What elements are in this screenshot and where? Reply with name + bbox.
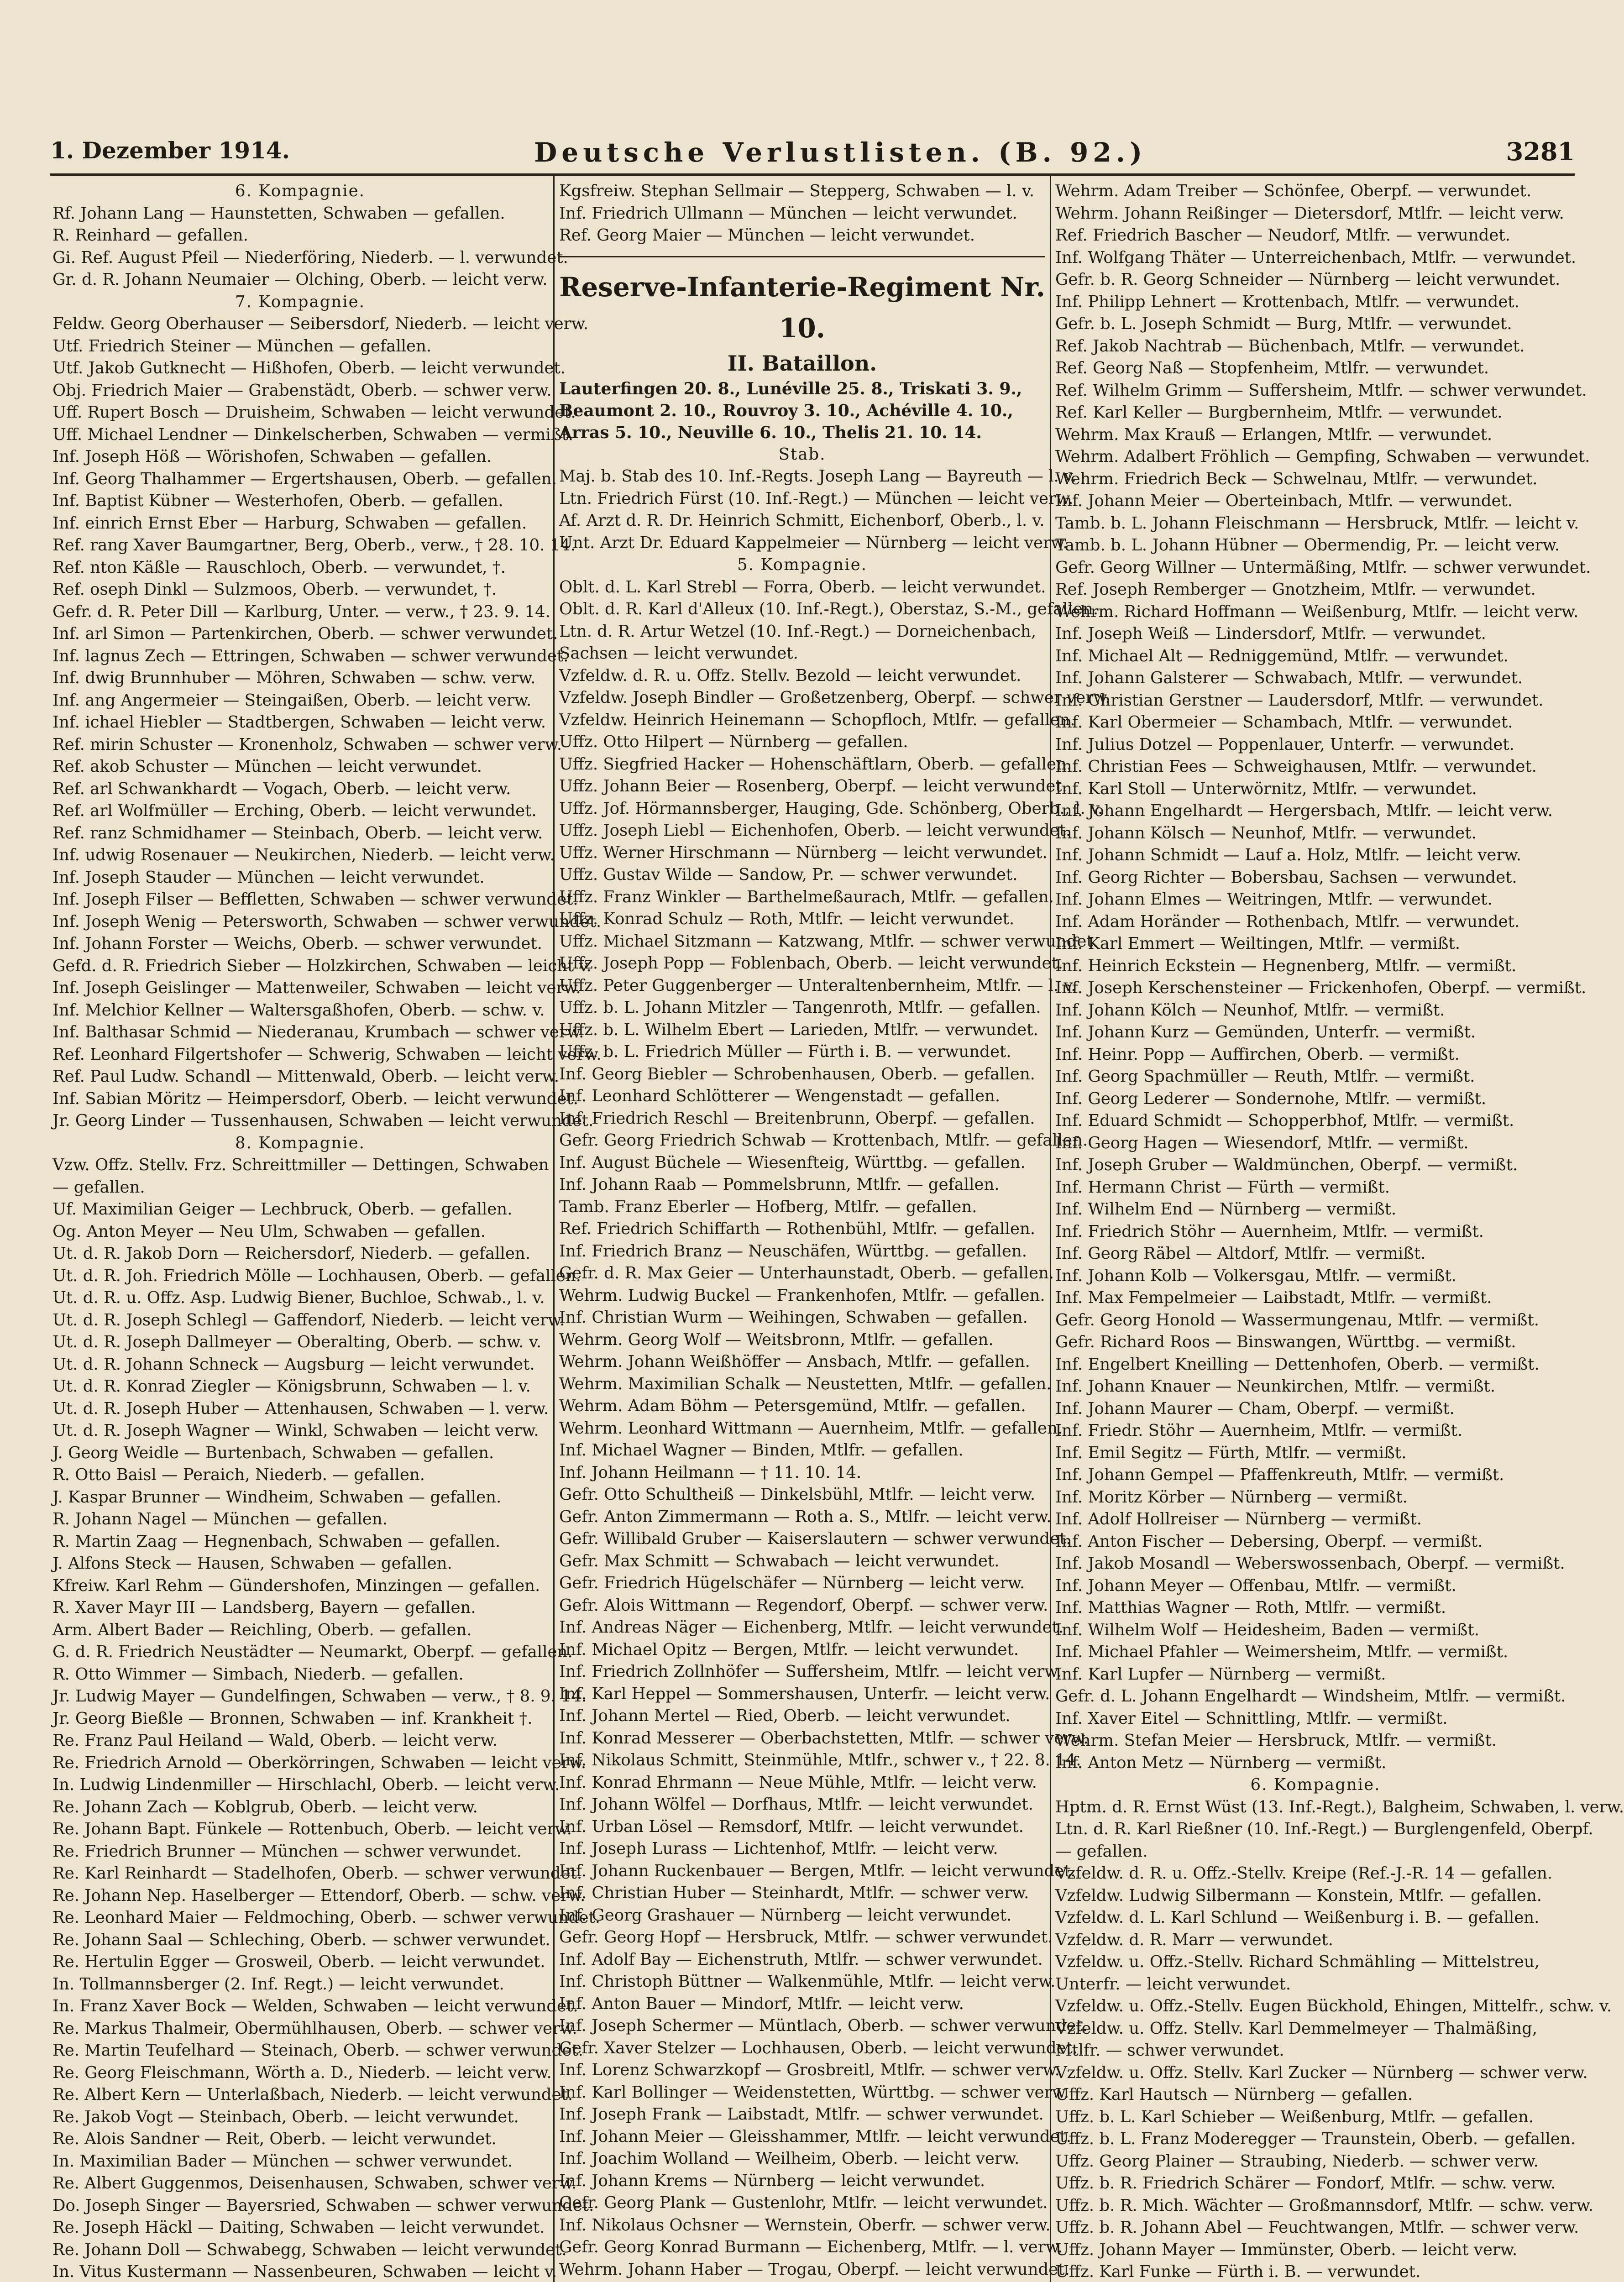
casualty-entry: Ref. Karl Keller — Burgbernheim, Mtlfr. — verwundet. [1055,403,1503,422]
casualty-entry: Gefr. d. L. Johann Engelhardt — Windsheim, Mtlfr. — vermißt. [1055,1687,1566,1706]
casualty-entry: Inf. Konrad Ehrmann — Neue Mühle, Mtlfr. — leicht verw. [559,1773,1037,1792]
casualty-entry: R. Johann Nagel — München — gefallen. [52,1510,388,1528]
casualty-entry: Inf. Matthias Wagner — Roth, Mtlfr. — vermißt. [1055,1598,1446,1617]
casualty-entry: Inf. lagnus Zech — Ettringen, Schwaben — schwer verwundet. [52,646,569,665]
casualty-entry: Jr. Georg Bießle — Bronnen, Schwaben — inf. Krankheit †. [52,1709,533,1728]
casualty-entry: Vzfeldw. Heinrich Heinemann — Schopfloch, Mtlfr. — gefallen. [559,710,1075,729]
casualty-entry: Uffz. Otto Hilpert — Nürnberg — gefallen. [559,733,908,751]
column-1 [52,180,602,2282]
casualty-entry: Vzfeldw. u. Offz.-Stellv. Eugen Bückhold, Ehingen, Mittelfr., schw. v. [1055,1997,1612,2015]
casualty-entry: Gefr. Georg Konrad Burmann — Eichenberg, Mtlfr. — l. verw. [559,2238,1063,2256]
casualty-entry: Uffz. Georg Plainer — Straubing, Niederb. — schwer verw. [1055,2151,1539,2171]
casualty-entry: Vzw. Offz. Stellv. Frz. Schreittmiller — Dettingen, Schwaben [52,1156,549,1174]
casualty-entry: Inf. Georg Biebler — Schrobenhausen, Oberb. — gefallen. [559,1064,1035,1083]
casualty-entry: Inf. Heinrich Eckstein — Hegnenberg, Mtlfr. — vermißt. [1055,956,1517,975]
casualty-entry: Vzfeldw. d. R. Marr — verwundet. [1055,1930,1333,1949]
casualty-entry: Inf. ang Angermeier — Steingaißen, Oberb. — leicht verw. [52,691,532,710]
casualty-entry: Kfreiw. Karl Rehm — Gündershofen, Minzingen — gefallen. [52,1576,540,1595]
casualty-entry: Inf. Karl Obermeier — Schambach, Mtlfr. — verwundet. [1055,713,1513,732]
casualty-entry: Uf. Maximilian Geiger — Lechbruck, Oberb. — gefallen. [52,1200,513,1219]
casualty-entry: Rf. Johann Lang — Haunstetten, Schwaben — gefallen. [52,204,505,223]
casualty-entry: Uffz. Peter Guggenberger — Unteraltenbernheim, Mtlfr. — l. v. [559,976,1076,995]
column-divider [553,173,555,2282]
casualty-entry: Inf. Emil Segitz — Fürth, Mtlfr. — vermißt. [1055,1443,1407,1462]
edition-number: (B. 92.) [998,137,1147,168]
casualty-entry: Wehrm. Johann Reißinger — Dietersdorf, Mtlfr. — leicht verw. [1055,204,1564,223]
casualty-entry: Inf. Friedrich Ullmann — München — leicht verwundet. [559,204,1017,223]
casualty-entry: Vzfeldw. u. Offz. Stellv. Karl Demmelmeyer — Thalmäßing, [1055,2019,1538,2038]
casualty-entry: Inf. Johann Galsterer — Schwabach, Mtlfr. — verwundet. [1055,669,1523,687]
casualty-entry: Gefr. Georg Willner — Untermäßing, Mtlfr. — schwer verwundet. [1055,558,1591,577]
casualty-entry: Ref. mirin Schuster — Kronenholz, Schwaben — schwer verw. [52,735,562,754]
casualty-entry: Inf. Adolf Bay — Eichenstruth, Mtlfr. — schwer verwundet. [559,1950,1043,1969]
casualty-entry: Inf. Urban Lösel — Remsdorf, Mtlfr. — leicht verwundet. [559,1817,1024,1836]
casualty-entry: Inf. Karl Bollinger — Weidenstetten, Württbg. — schwer verw. [559,2083,1069,2102]
casualty-entry: Re. Alois Sandner — Reit, Oberb. — leicht verwundet. [52,2130,497,2148]
casualty-entry: Inf. Johann Wölfel — Dorfhaus, Mtlfr. — leicht verwundet. [559,1795,1033,1814]
column-3 [1055,180,1624,2282]
company-heading: 7. Kompagnie. [235,292,365,311]
casualty-entry: Inf. Lorenz Schwarzkopf — Grosbreitl, Mtlfr. — schwer verw. [559,2061,1060,2079]
casualty-entry: Re. Jakob Vogt — Steinbach, Oberb. — leicht verwundet. [52,2107,519,2126]
casualty-entry: Uffz. Siegfried Hacker — Hohenschäftlarn, Oberb. — gefallen. [559,754,1072,774]
page-number: 3281 [1506,137,1575,166]
company-heading: 6. Kompagnie. [1250,1775,1381,1794]
casualty-entry: Inf. Joseph Höß — Wörishofen, Schwaben — gefallen. [52,447,492,466]
casualty-entry: Wehrm. Adam Böhm — Petersgemünd, Mtlfr. — gefallen. [559,1397,1026,1415]
casualty-entry: Wehrm. Stefan Meier — Hersbruck, Mtlfr. — vermißt. [1055,1731,1497,1750]
casualty-entry: Re. Markus Thalmeir, Obermühlhausen, Oberb. — schwer verw. [52,2019,577,2038]
casualty-entry: Inf. Sabian Möritz — Heimpersdorf, Oberb. — leicht verwundet. [52,1089,579,1108]
casualty-entry: Wehrm. Richard Hoffmann — Weißenburg, Mtlfr. — leicht verw. [1055,602,1579,621]
casualty-entry: Inf. Melchior Kellner — Waltersgaßhofen, Oberb. — schw. v. [52,1000,545,1020]
casualty-entry: Uffz. Johann Beier — Rosenberg, Oberpf. — leicht verwundet. [559,777,1067,796]
casualty-entry: Af. Arzt d. R. Dr. Heinrich Schmitt, Eichenborf, Oberb., l. v. [559,511,1045,530]
casualty-entry: Uffz. b. L. Friedrich Müller — Fürth i. B. — verwundet. [559,1042,1011,1061]
casualty-entry: Inf. Christian Fees — Schweighausen, Mtlfr. — verwundet. [1055,757,1537,776]
casualty-entry: Inf. Joseph Stauder — München — leicht verwundet. [52,868,485,887]
casualty-entry: Inf. Nikolaus Ochsner — Wernstein, Oberfr. — schwer verw. [559,2215,1051,2235]
casualty-entry: Re. Johann Bapt. Fünkele — Rottenbuch, Oberb. — leicht verw. [52,1820,572,1838]
casualty-entry: Inf. Joseph Lurass — Lichtenhof, Mtlfr. — leicht verw. [559,1839,998,1858]
casualty-entry: Wehrm. Ludwig Buckel — Frankenhofen, Mtlfr. — gefallen. [559,1286,1045,1305]
casualty-entry: Gefr. Georg Friedrich Schwab — Krottenbach, Mtlfr. — gefallen. [559,1131,1088,1150]
casualty-entry: Jr. Ludwig Mayer — Gundelfingen, Schwaben — verw., † 8. 9. 14. [52,1687,587,1706]
casualty-entry: Ut. d. R. Konrad Ziegler — Königsbrunn, Schwaben — l. v. [52,1377,531,1396]
casualty-entry: Inf. Georg Hagen — Wiesendorf, Mtlfr. — vermißt. [1055,1133,1469,1152]
casualty-entry: Wehrm. Adam Treiber — Schönfee, Oberpf. — verwundet. [1055,182,1532,200]
casualty-entry: Inf. Joseph Wenig — Petersworth, Schwaben — schwer verwundet. [52,912,602,931]
battalion-heading: II. Bataillon. [727,351,877,376]
casualty-entry: Gefd. d. R. Friedrich Sieber — Holzkirchen, Schwaben — leicht v. [52,956,592,975]
casualty-entry: Vzfeldw. d. R. u. Offz.-Stellv. Kreipe (Ref.-J.-R. 14 — gefallen. [1055,1864,1553,1883]
casualty-entry: In. Franz Xaver Bock — Welden, Schwaben — leicht verwundet. [52,1997,578,2015]
casualty-entry: Inf. Baptist Kübner — Westerhofen, Oberb. — gefallen. [52,492,503,510]
casualty-entry: Uffz. Jof. Hörmannsberger, Hauging, Gde. Schönberg, Oberb., l. v. [559,799,1103,818]
casualty-entry: In. Maximilian Bader — München — schwer verwundet. [52,2151,513,2171]
casualty-entry: Ref. Jakob Nachtrab — Büchenbach, Mtlfr. — verwundet. [1055,336,1525,356]
casualty-entry: Ref. Leonhard Filgertshofer — Schwerig, Schwaben — leicht verw. [52,1045,602,1064]
casualty-entry: Vzfeldw. u. Offz.-Stellv. Richard Schmähling — Mittelstreu, [1055,1952,1540,1971]
casualty-entry: Inf. Johann Kölsch — Neunhof, Mtlfr. — verwundet. [1055,823,1477,843]
casualty-entry: Ref. arl Schwankhardt — Vogach, Oberb. — leicht verw. [52,779,511,798]
casualty-entry: Inf. Christian Gerstner — Laudersdorf, Mtlfr. — verwundet. [1055,691,1544,710]
casualty-entry: Inf. Johann Ruckenbauer — Bergen, Mtlfr. — leicht verwundet. [559,1861,1076,1880]
casualty-entry: Ltn. d. R. Karl Rießner (10. Inf.-Regt.) — Burglengenfeld, Oberpf. [1055,1820,1593,1838]
casualty-entry: Inf. Konrad Messerer — Oberbachstetten, Mtlfr. — schwer verw. [559,1728,1089,1748]
casualty-entry: Re. Georg Fleischmann, Wörth a. D., Niederb. — leicht verw. [52,2063,552,2082]
casualty-entry: Gefr. d. R. Peter Dill — Karlburg, Unter. — verw., † 23. 9. 14. [52,602,550,621]
casualty-entry: Ref. akob Schuster — München — leicht verwundet. [52,757,482,776]
casualty-entry: Inf. arl Simon — Partenkirchen, Oberb. — schwer verwundet. [52,624,558,643]
casualty-entry: Inf. Johann Raab — Pommelsbrunn, Mtlfr. — gefallen. [559,1175,1000,1194]
casualty-entry: Inf. Anton Bauer — Mindorf, Mtlfr. — leicht verw. [559,1994,964,2013]
casualty-entry: Inf. Michael Opitz — Bergen, Mtlfr. — leicht verwundet. [559,1640,1019,1659]
casualty-entry: Tamb. b. L. Johann Fleischmann — Hersbruck, Mtlfr. — leicht v. [1055,513,1579,533]
casualty-entry: Utf. Jakob Gutknecht — Hißhofen, Oberb. — leicht verwundet. [52,359,566,377]
casualty-entry: Re. Johann Saal — Schleching, Oberb. — schwer verwundet. [52,1930,550,1949]
casualty-entry: Re. Hertulin Egger — Grosweil, Oberb. — leicht verwundet. [52,1952,545,1971]
casualty-entry: Ref. ranz Schmidhamer — Steinbach, Oberb. — leicht verw. [52,823,543,843]
casualty-entry: Uffz. b. L. Wilhelm Ebert — Larieden, Mtlfr. — verwundet. [559,1020,1038,1039]
casualty-entry: Re. Joseph Häckl — Daiting, Schwaben — leicht verwundet. [52,2218,545,2237]
casualty-entry: J. Georg Weidle — Burtenbach, Schwaben — gefallen. [52,1443,494,1462]
casualty-entry: Inf. einrich Ernst Eber — Harburg, Schwaben — gefallen. [52,513,527,533]
casualty-entry: Ref. Wilhelm Grimm — Suffersheim, Mtlfr. — schwer verwundet. [1055,381,1587,400]
casualty-entry: Uffz. b. R. Friedrich Schärer — Fondorf, Mtlfr. — schw. verw. [1055,2174,1556,2193]
casualty-entry: Re. Johann Nep. Haselberger — Ettendorf, Oberb. — schw. verw. [52,1886,586,1905]
casualty-entry: J. Alfons Steck — Hausen, Schwaben — gefallen. [52,1554,452,1573]
casualty-entry: Ref. Joseph Remberger — Gnotzheim, Mtlfr. — verwundet. [1055,580,1536,599]
casualty-entry: Inf. Johann Gempel — Pfaffenkreuth, Mtlfr. — vermißt. [1055,1466,1504,1484]
casualty-entry: Do. Joseph Singer — Bayersried, Schwaben — schwer verwundet. [52,2196,594,2215]
casualty-entry: Arm. Albert Bader — Reichling, Oberb. — gefallen. [52,1620,472,1639]
casualty-entry: Sachsen — leicht verwundet. [559,644,798,663]
casualty-entry: Inf. Leonhard Schlötterer — Wengenstadt — gefallen. [559,1087,1001,1105]
casualty-entry: Ut. d. R. Joh. Friedrich Mölle — Lochhausen, Oberb. — gefallen. [52,1266,581,1285]
casualty-entry: Ref. nton Käßle — Rauschloch, Oberb. — verwundet, †. [52,558,506,577]
battle-dates: Lauterfingen 20. 8., Lunéville 25. 8., Triskati 3. 9., Beaumont 2. 10., Rouvroy 3. 10., Achéville 4. 10., Arras 5. 10., Neuville 6. 10., Thelis 21. 10. 14. [559,379,1022,442]
casualty-entry: Utf. Friedrich Steiner — München — gefallen. [52,336,432,356]
casualty-entry: Tamb. Franz Eberler — Hofberg, Mtlfr. — gefallen. [559,1197,977,1216]
casualty-entry: Ref. arl Wolfmüller — Erching, Oberb. — leicht verwundet. [52,801,537,820]
casualty-entry: Wehrm. Johann Haber — Trogau, Oberpf. — leicht verwundet. [559,2260,1070,2279]
casualty-entry: Inf. Nikolaus Schmitt, Steinmühle, Mtlfr., schwer v., † 22. 8. 14. [559,1751,1081,1769]
casualty-entry: Re. Franz Paul Heiland — Wald, Oberb. — leicht verw. [52,1731,498,1750]
casualty-entry: Inf. August Büchele — Wiesenfteig, Württbg. — gefallen. [559,1153,1026,1172]
casualty-entry: Gefr. Georg Honold — Wassermungenau, Mtlfr. — vermißt. [1055,1310,1539,1329]
company-heading: 5. Kompagnie. [737,555,867,574]
column-2 [559,180,1111,2282]
casualty-entry: In. Vitus Kustermann — Nassenbeuren, Schwaben — leicht v. [52,2262,557,2281]
casualty-entry: Inf. Karl Lupfer — Nürnberg — vermißt. [1055,1664,1386,1684]
casualty-entry: Inf. Johann Krems — Nürnberg — leicht verwundet. [559,2171,985,2190]
casualty-entry: Inf. Joseph Frank — Laibstadt, Mtlfr. — schwer verwundet. [559,2105,1044,2124]
casualty-entry: Inf. Anton Metz — Nürnberg — vermißt. [1055,1753,1387,1772]
casualty-entry: Ref. Georg Naß — Stopfenheim, Mtlfr. — verwundet. [1055,359,1489,377]
casualty-entry: Inf. Hermann Christ — Fürth — vermißt. [1055,1178,1390,1197]
casualty-entry: Inf. Karl Heppel — Sommershausen, Unterfr. — leicht verw. [559,1684,1050,1703]
casualty-entry: Inf. Johann Forster — Weichs, Oberb. — schwer verwundet. [52,934,542,953]
casualty-entry: Inf. Wilhelm End — Nürnberg — vermißt. [1055,1200,1397,1219]
casualty-entry: Inf. Johann Knauer — Neunkirchen, Mtlfr. — vermißt. [1055,1377,1496,1396]
casualty-entry: Wehrm. Johann Weißhöffer — Ansbach, Mtlfr. — gefallen. [559,1352,1030,1371]
casualty-entry: Gefr. d. R. Max Geier — Unterhaunstadt, Oberb. — gefallen. [559,1264,1054,1282]
casualty-entry: Inf. Joseph Filser — Beffletten, Schwaben — schwer verwundet. [52,890,578,909]
casualty-entry: Inf. Johann Kölch — Neunhof, Mtlfr. — vermißt. [1055,1000,1445,1020]
casualty-entry: Uffz. Johann Mayer — Immünster, Oberb. — leicht verw. [1055,2240,1518,2259]
casualty-entry: In. Ludwig Lindenmiller — Hirschlachl, Oberb. — leicht verw. [52,1775,560,1794]
casualty-entry: Inf. Johann Kolb — Volkersgau, Mtlfr. — vermißt. [1055,1266,1457,1285]
casualty-entry: Ut. d. R. Joseph Schlegl — Gaffendorf, Niederb. — leicht verw. [52,1310,565,1329]
casualty-entry: Unterfr. — leicht verwundet. [1055,1974,1291,1994]
casualty-entry: Kgsfreiw. Stephan Sellmair — Stepperg, Schwaben — l. v. [559,182,1035,200]
casualty-entry: Uff. Rupert Bosch — Druisheim, Schwaben — leicht verwundet. [52,403,576,422]
page-header [50,137,1575,173]
casualty-entry: Wehrm. Georg Wolf — Weitsbronn, Mtlfr. — gefallen. [559,1330,994,1349]
casualty-entry: Gefr. Willibald Gruber — Kaiserslautern — schwer verwundet. [559,1529,1071,1548]
casualty-entry: Uff. Michael Lendner — Dinkelscherben, Schwaben — vermißt. [52,425,574,444]
casualty-entry: Re. Albert Kern — Unterlaßbach, Niederb. — leicht verwundet. [52,2085,573,2104]
casualty-entry: Uffz. Franz Winkler — Barthelmeßaurach, Mtlfr. — gefallen. [559,887,1054,906]
casualty-entry: Inf. Georg Richter — Bobersbau, Sachsen — verwundet. [1055,868,1517,887]
casualty-entry: Inf. Joachim Wolland — Weilheim, Oberb. — leicht verw. [559,2149,1020,2168]
casualty-entry: Uffz. Joseph Popp — Foblenbach, Oberb. — leicht verwundet. [559,954,1063,973]
casualty-entry: Inf. Johann Meier — Gleisshammer, Mtlfr. — leicht verwundet. [559,2127,1072,2146]
casualty-entry: Inf. Friedrich Stöhr — Auernheim, Mtlfr. — vermißt. [1055,1222,1484,1241]
casualty-entry: Ref. Paul Ludw. Schandl — Mittenwald, Oberb. — leicht verw. [52,1067,559,1086]
casualty-entry: Inf. Engelbert Kneilling — Dettenhofen, Oberb. — vermißt. [1055,1355,1540,1374]
casualty-entry: Gefr. Otto Schultheiß — Dinkelsbühl, Mtlfr. — leicht verw. [559,1485,1036,1504]
casualty-entry: Inf. Xaver Eitel — Schnittling, Mtlfr. — vermißt. [1055,1709,1448,1728]
casualty-entry: Ref. oseph Dinkl — Sulzmoos, Oberb. — verwundet, †. [52,580,497,599]
casualty-entry: G. d. R. Friedrich Neustädter — Neumarkt, Oberpf. — gefallen. [52,1643,573,1661]
casualty-entry: Re. Karl Reinhardt — Stadelhofen, Oberb. — schwer verwundet. [52,1864,582,1883]
casualty-entry: Re. Friedrich Arnold — Oberkörringen, Schwaben — leicht verw. [52,1753,587,1772]
casualty-entry: Vzfeldw. u. Offz. Stellv. Karl Zucker — Nürnberg — schwer verw. [1055,2063,1588,2082]
casualty-entry: Vzfeldw. Joseph Bindler — Großetzenberg, Oberpf. — schwer verw. [559,688,1111,707]
casualty-entry: Uffz. b. R. Johann Abel — Feuchtwangen, Mtlfr. — schwer verw. [1055,2218,1579,2237]
casualty-entry: Inf. Christoph Büttner — Walkenmühle, Mtlfr. — leicht verw. [559,1972,1056,1991]
casualty-entry: Wehrm. Leonhard Wittmann — Auernheim, Mtlfr. — gefallen. [559,1418,1063,1438]
casualty-entry: Inf. Johann Mertel — Ried, Oberb. — leicht verwundet. [559,1706,1011,1725]
casualty-entry: Re. Albert Guggenmos, Deisenhausen, Schwaben, schwer verw. [52,2174,577,2193]
casualty-entry: Maj. b. Stab des 10. Inf.-Regts. Joseph Lang — Bayreuth — l. v. [559,467,1077,486]
casualty-entry: Inf. Johann Schmidt — Lauf a. Holz, Mtlfr. — leicht verw. [1055,846,1521,864]
casualty-entry: Inf. Eduard Schmidt — Schopperbhof, Mtlfr. — vermißt. [1055,1111,1514,1130]
casualty-entry: R. Otto Baisl — Peraich, Niederb. — gefallen. [52,1466,425,1484]
casualty-entry: Ltn. Friedrich Fürst (10. Inf.-Regt.) — München — leicht verw. [559,489,1074,508]
casualty-entry: Inf. Georg Lederer — Sondernohe, Mtlfr. — vermißt. [1055,1089,1487,1108]
casualty-entry: Inf. Georg Spachmüller — Reuth, Mtlfr. — vermißt. [1055,1067,1475,1086]
casualty-entry: Ut. d. R. u. Offz. Asp. Ludwig Biener, Buchloe, Schwab., l. v. [52,1288,545,1307]
casualty-entry: Inf. Johann Engelhardt — Hergersbach, Mtlfr. — leicht verw. [1055,801,1553,820]
casualty-entry: Wehrm. Friedrich Beck — Schwelnau, Mtlfr. — verwundet. [1055,469,1538,488]
casualty-entry: Inf. Max Fempelmeier — Laibstadt, Mtlfr. — vermißt. [1055,1288,1492,1307]
casualty-entry: Inf. Michael Wagner — Binden, Mtlfr. — gefallen. [559,1441,964,1460]
casualty-entry: Inf. Joseph Geislinger — Mattenweiler, Schwaben — leicht verw. [52,979,581,997]
casualty-entry: Inf. Jakob Mosandl — Weberswossenbach, Oberpf. — vermißt. [1055,1554,1565,1573]
casualty-entry: R. Reinhard — gefallen. [52,226,248,245]
casualty-entry: Inf. Heinr. Popp — Auffirchen, Oberb. — vermißt. [1055,1045,1460,1064]
casualty-entry: Oblt. d. L. Karl Strebl — Forra, Oberb. — leicht verwundet. [559,577,1046,597]
casualty-entry: Inf. Philipp Lehnert — Krottenbach, Mtlfr. — verwundet. [1055,292,1519,311]
casualty-entry: Inf. Joseph Schermer — Müntlach, Oberb. — schwer verwundet. [559,2016,1088,2035]
casualty-entry: Inf. Balthasar Schmid — Niederanau, Krumbach — schwer verw. [52,1023,584,1042]
casualty-entry: Inf. Georg Grashauer — Nürnberg — leicht verwundet. [559,1905,1012,1925]
publication-name: Deutsche Verlustlisten. [534,137,985,168]
casualty-entry: Re. Friedrich Brunner — München — schwer verwundet. [52,1842,522,1861]
casualty-entry: Gefr. Anton Zimmermann — Roth a. S., Mtlfr. — leicht verw. [559,1507,1052,1526]
casualty-entry: Uffz. b. R. Mich. Wächter — Großmannsdorf, Mtlfr. — schw. verw. [1055,2196,1594,2215]
casualty-entry: Unt. Arzt Dr. Eduard Kappelmeier — Nürnberg — leicht verw. [559,533,1068,552]
casualty-entry: Uffz. b. L. Johann Mitzler — Tangenroth, Mtlfr. — gefallen. [559,998,1041,1017]
casualty-entry: Inf. Adam Horänder — Rothenbach, Mtlfr. — verwundet. [1055,912,1520,931]
casualty-entry: Inf. Christian Wurm — Weihingen, Schwaben — gefallen. [559,1308,1028,1327]
casualty-entry: Inf. Andreas Näger — Eichenberg, Mtlfr. — leicht verwundet. [559,1618,1064,1637]
casualty-entry: Inf. Georg Räbel — Altdorf, Mtlfr. — vermißt. [1055,1244,1426,1263]
casualty-entry: Tamb. b. L. Johann Hübner — Obermendig, Pr. — leicht verw. [1055,536,1560,555]
casualty-entry: Wehrm. Adalbert Fröhlich — Gempfing, Schwaben — verwundet. [1055,447,1590,466]
publication-title [534,137,1147,168]
casualty-entry: Re. Martin Teufelhard — Steinach, Oberb. — schwer verwundet. [52,2041,583,2060]
casualty-entry: R. Xaver Mayr III — Landsberg, Bayern — gefallen. [52,1598,476,1617]
casualty-entry: Obj. Friedrich Maier — Grabenstädt, Oberb. — schwer verw. [52,381,552,400]
casualty-entry: Inf. Joseph Weiß — Lindersdorf, Mtlfr. — verwundet. [1055,624,1486,643]
casualty-entry: Ut. d. R. Joseph Wagner — Winkl, Schwaben — leicht verw. [52,1421,539,1440]
casualty-entry: Gi. Ref. August Pfeil — Niederföring, Niederb. — l. verwundet. [52,248,568,267]
casualty-entry: — gefallen. [1055,1842,1148,1861]
casualty-entry: Gefr. Xaver Stelzer — Lochhausen, Oberb. — leicht verwundet. [559,2038,1078,2057]
casualty-entry: Inf. Wolfgang Thäter — Unterreichenbach, Mtlfr. — verwundet. [1055,248,1577,267]
casualty-entry: Og. Anton Meyer — Neu Ulm, Schwaben — gefallen. [52,1222,486,1241]
casualty-entry: Gefr. Richard Roos — Binswangen, Württbg. — vermißt. [1055,1333,1516,1351]
casualty-entry: Inf. Johann Maurer — Cham, Oberpf. — vermißt. [1055,1399,1455,1418]
casualty-entry: R. Otto Wimmer — Simbach, Niederb. — gefallen. [52,1664,464,1684]
casualty-entry: Inf. Karl Emmert — Weiltingen, Mtlfr. — vermißt. [1055,934,1460,953]
casualty-entry: Ltn. d. R. Artur Wetzel (10. Inf.-Regt.) — Dorneichenbach, [559,622,1037,641]
header-rule [50,173,1575,176]
casualty-entry: Inf. Joseph Kerschensteiner — Frickenhofen, Oberpf. — vermißt. [1055,979,1587,997]
casualty-entry: Inf. Johann Meier — Oberteinbach, Mtlfr. — verwundet. [1055,492,1513,510]
casualty-entry: Ut. d. R. Joseph Huber — Attenhausen, Schwaben — l. verw. [52,1399,549,1418]
casualty-entry: Uffz. Michael Sitzmann — Katzwang, Mtlfr. — schwer verwundet. [559,932,1098,951]
casualty-entry: Ref. Friedrich Bascher — Neudorf, Mtlfr. — verwundet. [1055,226,1510,245]
casualty-entry: Inf. Friedr. Stöhr — Auernheim, Mtlfr. — vermißt. [1055,1421,1463,1440]
casualty-entry: Inf. Michael Alt — Redniggemünd, Mtlfr. — verwundet. [1055,646,1509,665]
casualty-entry: Ut. d. R. Joseph Dallmeyer — Oberalting, Oberb. — schw. v. [52,1333,541,1351]
regiment-heading: Reserve-Infanterie-Regiment Nr. 10. [559,256,1045,349]
casualty-entry: Inf. Joseph Gruber — Waldmünchen, Oberpf. — vermißt. [1055,1156,1518,1174]
casualty-entry: Inf. Adolf Hollreiser — Nürnberg — vermißt. [1055,1510,1422,1528]
casualty-entry: Inf. Christian Huber — Steinhardt, Mtlfr. — schwer verw. [559,1884,1029,1902]
casualty-entry: Gefr. Alois Wittmann — Regendorf, Oberpf. — schwer verw. [559,1596,1048,1615]
casualty-entry: Vzfeldw. Ludwig Silbermann — Konstein, Mtlfr. — gefallen. [1055,1886,1542,1905]
casualty-entry: — gefallen. [52,1178,145,1197]
company-heading: 8. Kompagnie. [235,1133,365,1152]
casualty-entry: Inf. udwig Rosenauer — Neukirchen, Niederb. — leicht verw. [52,846,555,864]
casualty-entry: Mtlfr. — schwer verwundet. [1055,2041,1284,2060]
casualty-entry: Vzfeldw. d. L. Karl Schlund — Weißenburg i. B. — gefallen. [1055,1908,1540,1927]
casualty-entry: Inf. Johann Kurz — Gemünden, Unterfr. — vermißt. [1055,1023,1476,1042]
casualty-entry: Inf. Julius Dotzel — Poppenlauer, Unterfr. — verwundet. [1055,735,1514,754]
casualty-entry: Gefr. Max Schmitt — Schwabach — leicht verwundet. [559,1551,1000,1570]
casualty-entry: Gefr. Georg Hopf — Hersbruck, Mtlfr. — schwer verwundet. [559,1928,1053,1947]
casualty-entry: Inf. Georg Thalhammer — Ergertshausen, Oberb. — gefallen. [52,469,557,488]
casualty-entry: In. Tollmannsberger (2. Inf. Regt.) — leicht verwundet. [52,1974,504,1994]
casualty-entry: J. Kaspar Brunner — Windheim, Schwaben — gefallen. [52,1487,502,1507]
casualty-entry: Uffz. b. L. Franz Moderegger — Traunstein, Oberb. — gefallen. [1055,2130,1576,2148]
casualty-entry: Oblt. d. R. Karl d'Alleux (10. Inf.-Regt.), Oberstaz, S.-M., gefallen. [559,600,1099,618]
casualty-entry: Inf. Moritz Körber — Nürnberg — vermißt. [1055,1487,1408,1507]
casualty-entry: Uffz. Joseph Liebl — Eichenhofen, Oberb. — leicht verwundet. [559,821,1071,840]
casualty-entry: Vzfeldw. d. R. u. Offz. Stellv. Bezold — leicht verwundet. [559,666,1022,685]
casualty-entry: Inf. Michael Pfahler — Weimersheim, Mtlfr. — vermißt. [1055,1643,1509,1661]
issue-date: 1. Dezember 1914. [50,137,290,164]
casualty-entry: R. Martin Zaag — Hegnenbach, Schwaben — gefallen. [52,1532,501,1551]
casualty-entry: Re. Johann Doll — Schwabegg, Schwaben — leicht verwundet. [52,2240,567,2259]
casualty-entry: Re. Johann Zach — Koblgrub, Oberb. — leicht verw. [52,1797,478,1816]
casualty-entry: Inf. Wilhelm Wolf — Heidesheim, Baden — vermißt. [1055,1620,1480,1639]
casualty-entry: Gefr. b. R. Georg Schneider — Nürnberg — leicht verwundet. [1055,270,1561,289]
casualty-entry: Uffz. b. L. Karl Schieber — Weißenburg, Mtlfr. — gefallen. [1055,2107,1534,2126]
casualty-entry: Uffz. Karl Hautsch — Nürnberg — gefallen. [1055,2085,1413,2104]
casualty-entry: Uffz. Gustav Wilde — Sandow, Pr. — schwer verwundet. [559,865,1018,884]
casualty-entry: Ref. Georg Maier — München — leicht verwundet. [559,226,975,245]
casualty-entry: Ut. d. R. Jakob Dorn — Reichersdorf, Niederb. — gefallen. [52,1244,531,1263]
casualty-entry: Ref. rang Xaver Baumgartner, Berg, Oberb., verw., † 28. 10. 14. [52,536,576,555]
casualty-entry: Uffz. Konrad Schulz — Roth, Mtlfr. — leicht verwundet. [559,910,1015,928]
casualty-entry: Inf. Johann Meyer — Offenbau, Mtlfr. — vermißt. [1055,1576,1456,1595]
casualty-entry: Gr. d. R. Johann Neumaier — Olching, Oberb. — leicht verw. [52,270,548,289]
company-heading: 6. Kompagnie. [235,182,365,200]
casualty-entry: Feldw. Georg Oberhauser — Seibersdorf, Niederb. — leicht verw. [52,314,589,333]
casualty-entry: Inf. ichael Hiebler — Stadtbergen, Schwaben — leicht verw. [52,713,546,732]
casualty-entry: Inf. dwig Brunnhuber — Möhren, Schwaben — schw. verw. [52,669,536,687]
casualty-entry: Gefr. b. L. Joseph Schmidt — Burg, Mtlfr. — verwundet. [1055,314,1512,333]
staff-heading: Stab. [778,445,826,464]
casualty-entry: Gefr. Georg Plank — Gustenlohr, Mtlfr. — leicht verwundet. [559,2193,1048,2212]
casualty-entry: Wehrm. Max Krauß — Erlangen, Mtlfr. — verwundet. [1055,425,1493,444]
casualty-entry: Ut. d. R. Johann Schneck — Augsburg — leicht verwundet. [52,1355,535,1374]
casualty-entry: Inf. Karl Stoll — Unterwörnitz, Mtlfr. — verwundet. [1055,779,1477,798]
casualty-entry: Gefr. Friedrich Hügelschäfer — Nürnberg — leicht verw. [559,1574,1025,1592]
casualty-entry: Ref. Friedrich Schiffarth — Rothenbühl, Mtlfr. — gefallen. [559,1220,1036,1238]
casualty-entry: Inf. Anton Fischer — Debersing, Oberpf. — vermißt. [1055,1532,1483,1551]
casualty-entry: Uffz. Karl Funke — Fürth i. B. — verwundet. [1055,2262,1421,2281]
casualty-entry: Inf. Johann Heilmann — † 11. 10. 14. [559,1463,862,1482]
casualty-entry: Inf. Johann Elmes — Weitringen, Mtlfr. — verwundet. [1055,890,1493,909]
casualty-entry: Re. Leonhard Maier — Feldmoching, Oberb. — schwer verwundet. [52,1908,601,1927]
casualty-entry: Inf. Friedrich Reschl — Breitenbrunn, Oberpf. — gefallen. [559,1109,1035,1128]
casualty-entry: Jr. Georg Linder — Tussenhausen, Schwaben — leicht verwundet. [52,1111,594,1130]
casualty-entry: Inf. Friedrich Branz — Neuschäfen, Württbg. — gefallen. [559,1241,1027,1261]
casualty-entry: Hptm. d. R. Ernst Wüst (13. Inf.-Regt.), Balgheim, Schwaben, l. verw. [1055,1797,1624,1816]
casualty-entry: Wehrm. Maximilian Schalk — Neustetten, Mtlfr. — gefallen. [559,1374,1052,1393]
casualty-entry: Uffz. Werner Hirschmann — Nürnberg — leicht verwundet. [559,843,1048,862]
casualty-entry: Inf. Friedrich Zollnhöfer — Suffersheim, Mtlfr. — leicht verw. [559,1662,1062,1681]
